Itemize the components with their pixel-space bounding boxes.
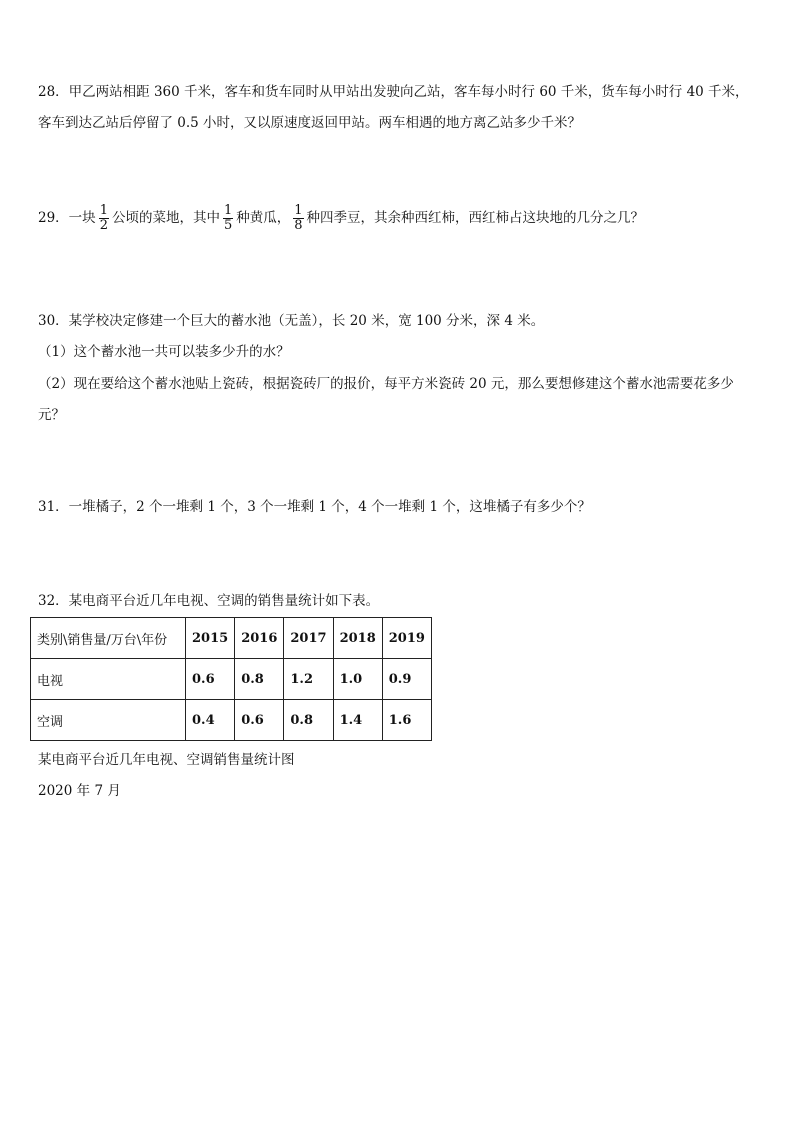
year-cell: 2018 (333, 618, 382, 659)
value-cell: 0.8 (284, 700, 333, 741)
value-cell: 1.6 (382, 700, 431, 741)
table-row (31, 700, 432, 741)
q29-suffix: 种四季豆，其余种西红柿，西红柿占这块地的几分之几？ (306, 210, 645, 226)
fraction-denominator: 5 (223, 218, 233, 233)
q30-sub2-line2: 元？ (38, 407, 65, 423)
value-cell: 0.6 (186, 659, 235, 700)
year-cell: 2015 (186, 618, 235, 659)
q29-line (38, 204, 644, 233)
q32-caption: 某电商平台近几年电视、空调销售量统计图 (38, 752, 295, 768)
q32-line1: 32．某电商平台近几年电视、空调的销售量统计如下表。 (38, 593, 380, 609)
value-cell: 0.9 (382, 659, 431, 700)
q30-sub2-line1: （2）现在要给这个蓄水池贴上瓷砖，根据瓷砖厂的报价，每平方米瓷砖 20 元，那么要想修建这个蓄水池需要花多少 (38, 376, 734, 392)
value-cell: 1.4 (333, 700, 382, 741)
year-cell: 2017 (284, 618, 333, 659)
q29-mid1: 公顷的菜地，其中 (111, 210, 220, 226)
fraction-one-half (99, 204, 109, 233)
q30-sub1: （1）这个蓄水池一共可以装多少升的水？ (38, 344, 290, 360)
q28-line1: 28．甲乙两站相距 360 千米，客车和货车同时从甲站出发驶向乙站，客车每小时行 60 千米，货车每小时行 40 千米， (38, 84, 749, 100)
q29-mid2: 种黄瓜， (236, 210, 291, 226)
fraction-one-eighth (293, 204, 303, 233)
q29-prefix: 29．一块 (38, 210, 96, 226)
value-cell: 1.0 (333, 659, 382, 700)
row-label: 空调 (31, 700, 186, 741)
value-cell: 0.8 (235, 659, 284, 700)
fraction-one-fifth (223, 204, 233, 233)
year-cell: 2019 (382, 618, 431, 659)
value-cell: 0.4 (186, 700, 235, 741)
sales-table (30, 617, 432, 741)
q31-line1: 31．一堆橘子，2 个一堆剩 1 个，3 个一堆剩 1 个，4 个一堆剩 1 个，这堆橘子有多少个？ (38, 499, 591, 515)
value-cell: 0.6 (235, 700, 284, 741)
row-label: 电视 (31, 659, 186, 700)
fraction-numerator: 1 (99, 203, 108, 218)
table-header-cell: 类别\销售量/万台\年份 (31, 618, 186, 659)
q30-line1: 30．某学校决定修建一个巨大的蓄水池（无盖），长 20 米，宽 100 分米，深 4 米。 (38, 313, 545, 329)
fraction-numerator: 1 (223, 203, 233, 218)
q32-date: 2020 年 7 月 (38, 783, 121, 799)
fraction-numerator: 1 (294, 203, 303, 218)
fraction-denominator: 2 (99, 218, 108, 233)
value-cell: 1.2 (284, 659, 333, 700)
q28-line2: 客车到达乙站后停留了 0.5 小时，又以原速度返回甲站。两车相遇的地方离乙站多少千米？ (38, 115, 582, 131)
fraction-denominator: 8 (294, 218, 303, 233)
year-cell: 2016 (235, 618, 284, 659)
table-row (31, 659, 432, 700)
table-header-row (31, 618, 432, 659)
